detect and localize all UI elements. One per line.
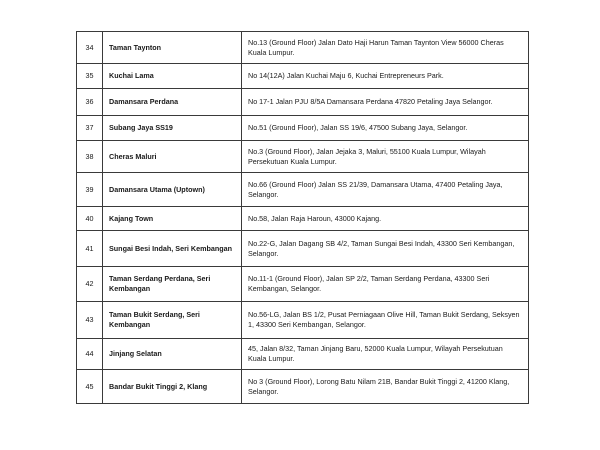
branch-address: No 14(12A) Jalan Kuchai Maju 6, Kuchai Entrepreneurs Park. <box>242 64 529 89</box>
row-number: 41 <box>77 231 103 267</box>
table-row <box>77 231 529 267</box>
branch-address: No.51 (Ground Floor), Jalan SS 19/6, 47500 Subang Jaya, Selangor. <box>242 116 529 141</box>
branch-address: No.3 (Ground Floor), Jalan Jejaka 3, Maluri, 55100 Kuala Lumpur, Wilayah Persekutuan Kuala Lumpur. <box>242 141 529 173</box>
row-number: 36 <box>77 89 103 116</box>
branch-name: Cheras Maluri <box>103 141 242 173</box>
row-number: 42 <box>77 267 103 302</box>
table-row <box>77 207 529 231</box>
branch-address: No.66 (Ground Floor) Jalan SS 21/39, Damansara Utama, 47400 Petaling Jaya, Selangor. <box>242 173 529 207</box>
branch-name: Damansara Utama (Uptown) <box>103 173 242 207</box>
table-row <box>77 89 529 116</box>
row-number: 43 <box>77 302 103 339</box>
branch-address: No.13 (Ground Floor) Jalan Dato Haji Harun Taman Taynton View 56000 Cheras Kuala Lumpur. <box>242 32 529 64</box>
branch-name: Damansara Perdana <box>103 89 242 116</box>
row-number: 40 <box>77 207 103 231</box>
row-number: 45 <box>77 370 103 404</box>
row-number: 39 <box>77 173 103 207</box>
branch-address: No.11-1 (Ground Floor), Jalan SP 2/2, Taman Serdang Perdana, 43300 Seri Kembangan, Selangor. <box>242 267 529 302</box>
table-row <box>77 116 529 141</box>
row-number: 38 <box>77 141 103 173</box>
branch-address-table <box>76 31 529 404</box>
table-row <box>77 32 529 64</box>
branch-name: Taman Serdang Perdana, Seri Kembangan <box>103 267 242 302</box>
branch-address: No 3 (Ground Floor), Lorong Batu Nilam 21B, Bandar Bukit Tinggi 2, 41200 Klang, Selangor. <box>242 370 529 404</box>
branch-address: No.58, Jalan Raja Haroun, 43000 Kajang. <box>242 207 529 231</box>
row-number: 35 <box>77 64 103 89</box>
branch-name: Kuchai Lama <box>103 64 242 89</box>
branch-address: No.56-LG, Jalan BS 1/2, Pusat Perniagaan Olive Hill, Taman Bukit Serdang, Seksyen 1, 43300 Seri Kembangan, Selangor. <box>242 302 529 339</box>
row-number: 34 <box>77 32 103 64</box>
branch-address: No.22-G, Jalan Dagang SB 4/2, Taman Sungai Besi Indah, 43300 Seri Kembangan, Selangor. <box>242 231 529 267</box>
branch-name: Taman Taynton <box>103 32 242 64</box>
table-row <box>77 173 529 207</box>
branch-name: Bandar Bukit Tinggi 2, Klang <box>103 370 242 404</box>
table-row <box>77 64 529 89</box>
branch-name: Sungai Besi Indah, Seri Kembangan <box>103 231 242 267</box>
branch-name: Taman Bukit Serdang, Seri Kembangan <box>103 302 242 339</box>
table-row <box>77 339 529 370</box>
table-row <box>77 370 529 404</box>
row-number: 37 <box>77 116 103 141</box>
table-row <box>77 302 529 339</box>
branch-address: 45, Jalan 8/32, Taman Jinjang Baru, 52000 Kuala Lumpur, Wilayah Persekutuan Kuala Lumpur. <box>242 339 529 370</box>
branch-address: No 17-1 Jalan PJU 8/5A Damansara Perdana 47820 Petaling Jaya Selangor. <box>242 89 529 116</box>
branch-name: Jinjang Selatan <box>103 339 242 370</box>
branch-name: Kajang Town <box>103 207 242 231</box>
branch-name: Subang Jaya SS19 <box>103 116 242 141</box>
table-row <box>77 141 529 173</box>
row-number: 44 <box>77 339 103 370</box>
table-row <box>77 267 529 302</box>
